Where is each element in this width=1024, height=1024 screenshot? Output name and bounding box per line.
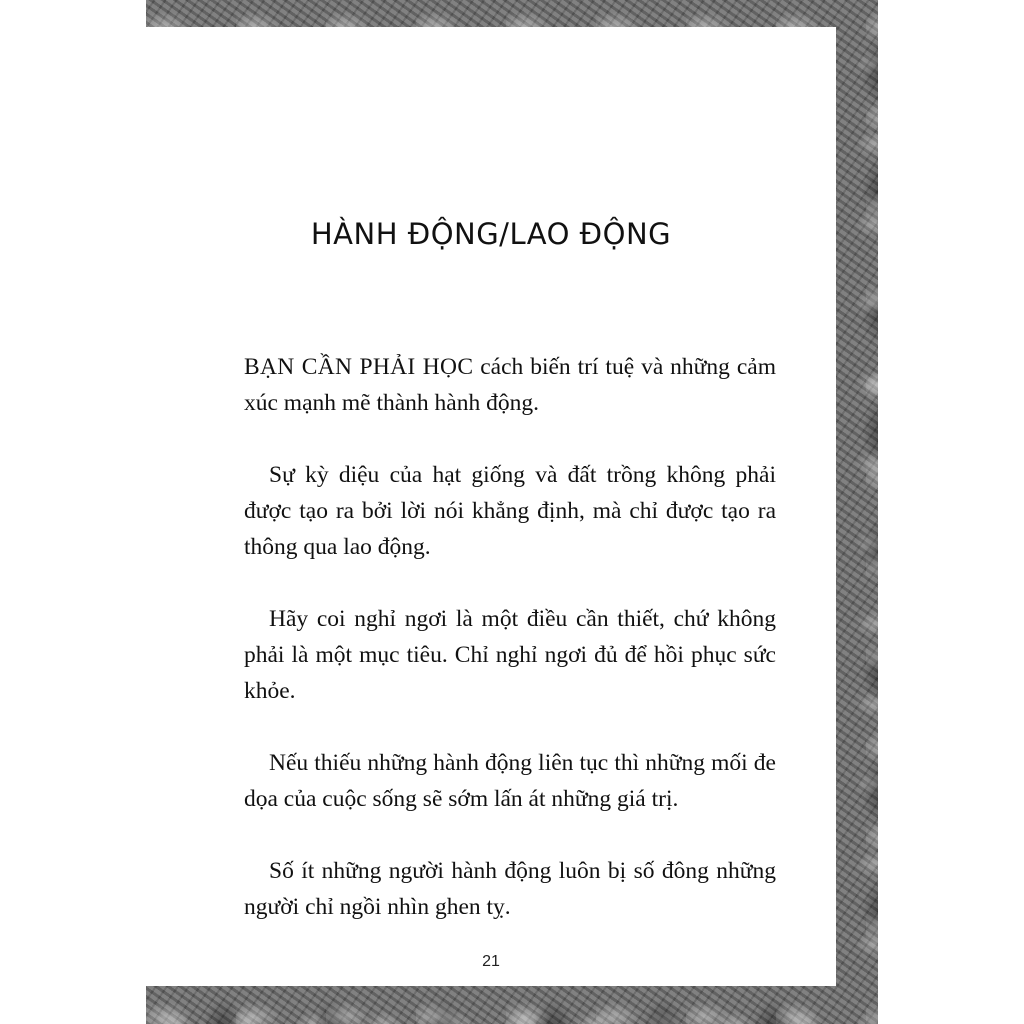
paragraph-3-text: Hãy coi nghỉ ngơi là một điều cần thiết, chứ không phải là một mục tiêu. Chỉ nghỉ ngơi đủ để hồi phục sức khỏe. bbox=[244, 606, 776, 704]
body-text bbox=[244, 349, 776, 961]
paragraph-2-text: Sự kỳ diệu của hạt giống và đất trồng không phải được tạo ra bởi lời nói khẳng định, mà chỉ được tạo ra thông qua lao động. bbox=[244, 462, 776, 560]
paragraph-4 bbox=[244, 745, 776, 817]
paragraph-2 bbox=[244, 457, 776, 565]
book-page bbox=[146, 27, 836, 986]
paragraph-5 bbox=[244, 853, 776, 925]
page-number: 21 bbox=[482, 953, 500, 970]
paragraph-1 bbox=[244, 349, 776, 421]
paragraph-5-text: Số ít những người hành động luôn bị số đông những người chỉ ngồi nhìn ghen tỵ. bbox=[244, 858, 776, 920]
paragraph-1-lead: BẠN CẦN PHẢI HỌC bbox=[244, 354, 474, 380]
paragraph-1-text: cách biến trí tuệ và những cảm xúc mạnh mẽ thành hành động. bbox=[244, 354, 776, 416]
chapter-title: HÀNH ĐỘNG/LAO ĐỘNG bbox=[310, 217, 672, 251]
paragraph-3 bbox=[244, 601, 776, 709]
paragraph-4-text: Nếu thiếu những hành động liên tục thì những mối đe dọa của cuộc sống sẽ sớm lấn át những giá trị. bbox=[244, 750, 776, 812]
